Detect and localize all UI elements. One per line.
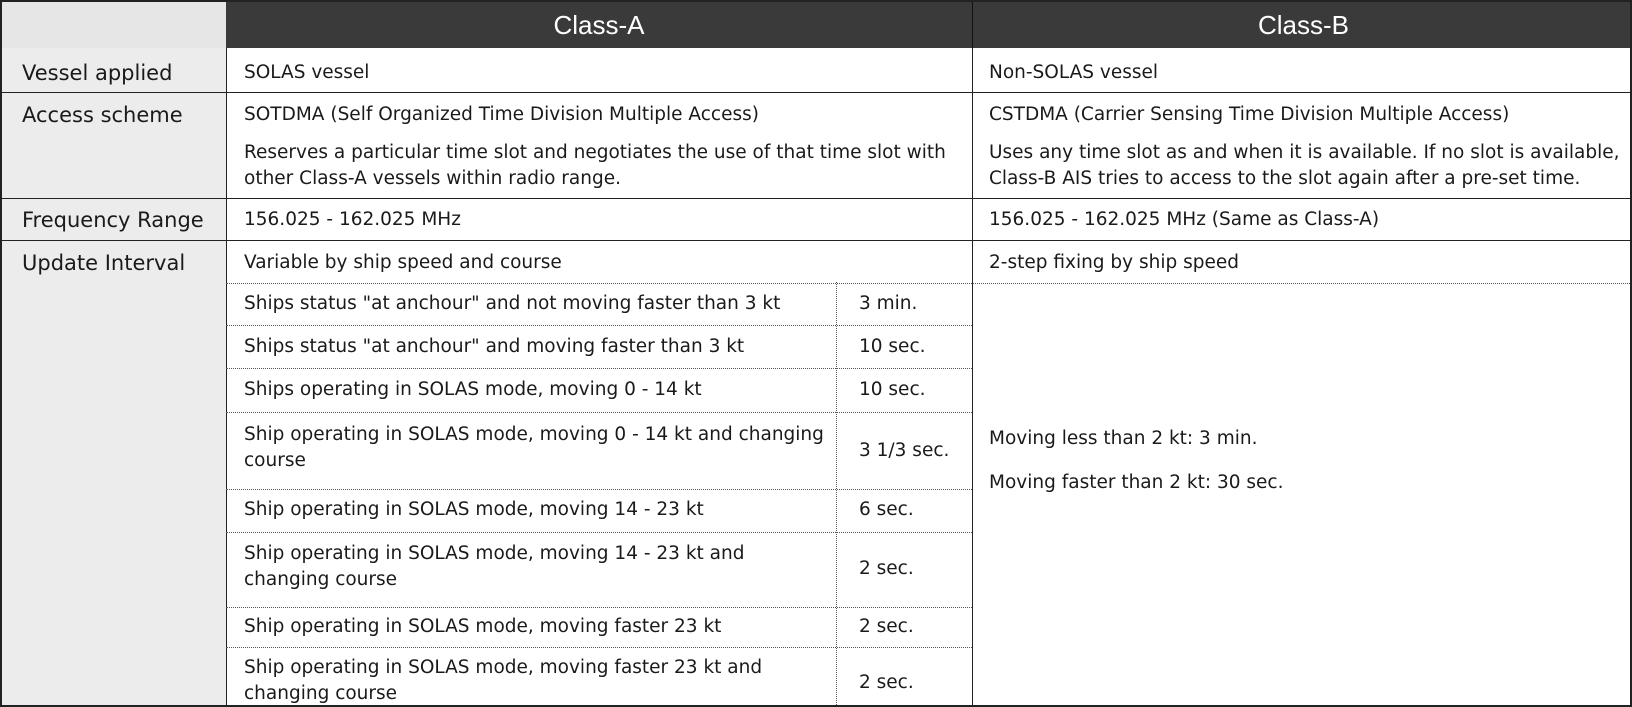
interval-condition: Ship operating in SOLAS mode, moving 14 - 23 kt and changing course [244,543,745,590]
sub-row-separator [226,412,972,413]
class-b-interval-item: Moving faster than 2 kt: 30 sec. [989,472,1284,493]
sub-row-separator [226,489,972,490]
sub-row-separator [226,532,972,533]
sub-row-separator [226,368,972,369]
access-scheme-label: Access scheme [22,103,183,127]
interval-condition: Ship operating in SOLAS mode, moving faster 23 kt and changing course [244,657,763,704]
access-scheme-class-b-desc: Uses any time slot as and when it is available. If no slot is available, Class-B AIS tries to access to the slot again after a pre-set time. [989,142,1620,189]
label-column [2,48,226,707]
interval-condition: Ships status "at anchour" and not moving faster than 3 kt [244,293,781,314]
sub-row-separator [226,283,1632,284]
row-separator [2,198,1632,199]
interval-value: 10 sec. [859,336,926,357]
update-interval-label: Update Interval [22,251,186,275]
vessel-applied-label: Vessel applied [22,61,173,85]
row-separator [2,92,1632,93]
header-corner [2,2,226,48]
access-scheme-class-a-desc: Reserves a particular time slot and negotiates the use of that time slot with other Class-A vessels within radio range. [244,142,946,189]
vessel-applied-class-a: SOLAS vessel [244,62,370,83]
interval-condition: Ship operating in SOLAS mode, moving 0 - 14 kt and changing course [244,424,824,471]
interval-value: 2 sec. [859,672,914,693]
vessel-applied-class-b: Non-SOLAS vessel [989,62,1159,83]
interval-value: 10 sec. [859,379,926,400]
update-interval-class-b-title: 2-step fixing by ship speed [989,252,1240,273]
frequency-range-class-a: 156.025 - 162.025 MHz [244,209,461,230]
interval-value: 3 min. [859,293,918,314]
class-b-header: Class-B [973,2,1632,48]
class-divider [972,48,973,707]
access-scheme-class-b-title: CSTDMA (Carrier Sensing Time Division Multiple Access) [989,104,1510,125]
interval-value: 6 sec. [859,499,914,520]
interval-condition: Ship operating in SOLAS mode, moving faster 23 kt [244,616,722,637]
interval-condition: Ships operating in SOLAS mode, moving 0 - 14 kt [244,379,702,400]
class-b-interval-item: Moving less than 2 kt: 3 min. [989,428,1258,449]
label-divider [226,48,227,707]
interval-value: 2 sec. [859,558,914,579]
sub-row-separator [226,325,972,326]
interval-condition: Ship operating in SOLAS mode, moving 14 - 23 kt [244,499,704,520]
interval-condition: Ships status "at anchour" and moving faster than 3 kt [244,336,745,357]
update-interval-class-a-title: Variable by ship speed and course [244,252,562,273]
row-separator [2,240,1632,241]
interval-value: 3 1/3 sec. [859,440,950,461]
sub-row-separator [226,607,972,608]
frequency-range-class-b: 156.025 - 162.025 MHz (Same as Class-A) [989,209,1380,230]
interval-divider [836,282,837,707]
access-scheme-class-a-title: SOTDMA (Self Organized Time Division Multiple Access) [244,104,759,125]
interval-value: 2 sec. [859,616,914,637]
header-divider [972,2,973,48]
class-a-header: Class-A [226,2,972,48]
sub-row-separator [226,647,972,648]
frequency-range-label: Frequency Range [22,208,204,232]
